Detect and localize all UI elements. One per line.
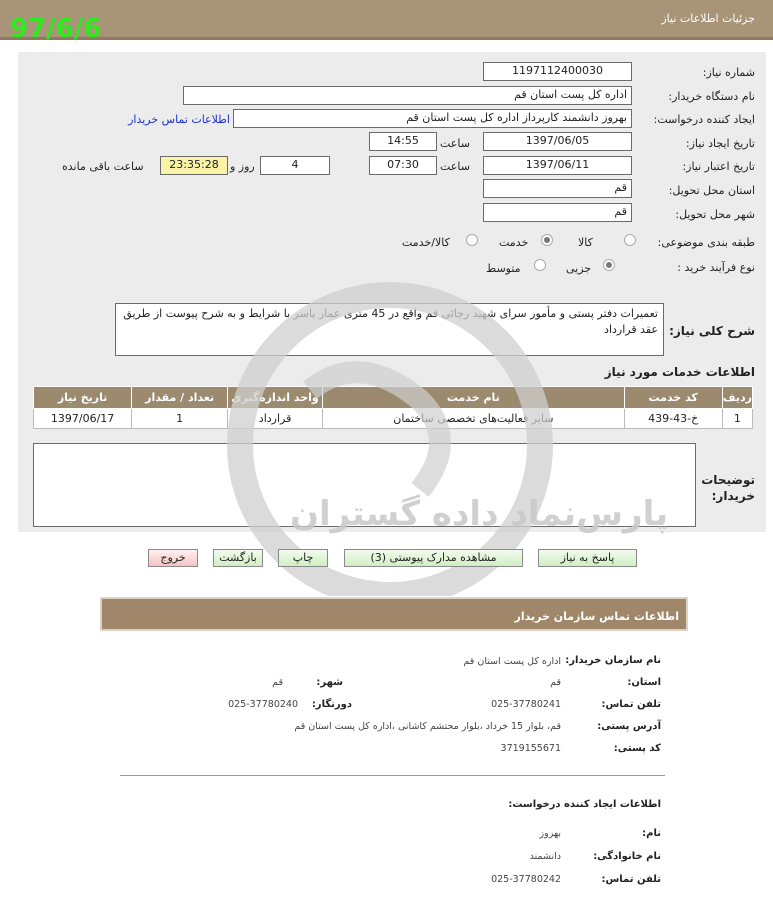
services-table: [33, 386, 753, 429]
contact-postal-label: کد پستی:: [613, 743, 661, 754]
process-radio-medium[interactable]: [534, 259, 546, 271]
col-service-code: کد خدمت: [624, 387, 722, 409]
creator-family-label: نام خانوادگی:: [593, 851, 661, 862]
creator-section-title: اطلاعات ایجاد کننده درخواست:: [508, 799, 661, 810]
contact-city-value: قم: [272, 677, 283, 688]
services-title: اطلاعات خدمات مورد نیاز: [604, 365, 755, 379]
buyer-notes-label: توضیحات خریدار:: [701, 473, 755, 503]
cell-unit: قرارداد: [228, 409, 323, 429]
print-button[interactable]: چاپ: [278, 549, 328, 567]
col-quantity: تعداد / مقدار: [132, 387, 228, 409]
created-time-field: 14:55: [369, 132, 437, 151]
province-label: استان محل تحویل:: [668, 184, 755, 197]
category-label: طبقه بندی موضوعی:: [657, 236, 755, 249]
cell-row: 1: [722, 409, 752, 429]
buyer-contact-link[interactable]: اطلاعات تماس خریدار: [128, 113, 230, 126]
contact-postal-value: 3719155671: [500, 743, 561, 754]
category-option-goods-service: کالا/خدمت: [402, 236, 450, 249]
services-table-header: [34, 387, 753, 409]
process-label: نوع فرآیند خرید :: [677, 261, 755, 274]
contact-address-value: قم، بلوار 15 خرداد ،بلوار محتشم کاشانی ،اداره کل پست استان قم: [294, 721, 561, 732]
exit-button[interactable]: خروج: [148, 549, 198, 567]
page-header: [0, 0, 773, 40]
general-desc-label: شرح کلی نیاز:: [669, 324, 755, 338]
time-remaining-field: 23:35:28: [160, 156, 228, 175]
reply-button[interactable]: پاسخ به نیاز: [538, 549, 637, 567]
creator-name-label: نام:: [642, 828, 661, 839]
contact-province-value: قم: [550, 677, 561, 688]
cell-quantity: 1: [132, 409, 228, 429]
need-number-label: شماره نیاز:: [702, 66, 755, 79]
validity-date-label: تاریخ اعتبار نیاز:: [682, 160, 755, 173]
created-date-field: 1397/06/05: [483, 132, 632, 151]
contact-card-title: اطلاعات تماس سازمان خریدار: [514, 610, 679, 623]
time-remaining-label: ساعت باقی مانده: [62, 160, 144, 173]
date-stamp: 97/6/6: [10, 14, 102, 44]
page-title: جزئیات اطلاعات نیاز: [661, 12, 755, 25]
cell-need-date: 1397/06/17: [34, 409, 132, 429]
table-row: [34, 409, 753, 429]
general-desc-textarea[interactable]: تعمیرات دفتر پستی و مأمور سرای شهید رجائی قم واقع در 45 متری عمار یاسر با شرایط و به شرح پیوست از طریق عقد قرارداد: [115, 303, 664, 356]
need-number-field: 1197112400030: [483, 62, 632, 81]
contact-fax-value: 025-37780240: [228, 699, 298, 710]
created-time-label: ساعت: [440, 137, 470, 150]
contact-org-value: اداره کل پست استان قم: [463, 656, 561, 667]
category-radio-goods[interactable]: [624, 234, 636, 246]
province-field: قم: [483, 179, 632, 198]
created-date-label: تاریخ ایجاد نیاز:: [685, 137, 755, 150]
contact-fax-label: دورنگار:: [311, 699, 352, 710]
contact-province-label: استان:: [627, 677, 661, 688]
cell-service-code: خ-43-439: [624, 409, 722, 429]
category-radio-goods-service[interactable]: [466, 234, 478, 246]
cell-service-name: سایر فعالیت‌های تخصصی ساختمان: [323, 409, 624, 429]
buyer-notes-textarea[interactable]: [33, 443, 696, 527]
col-need-date: تاریخ نیاز: [34, 387, 132, 409]
process-option-minor: جزیی: [566, 262, 592, 275]
validity-time-label: ساعت: [440, 160, 470, 173]
contact-divider: [120, 775, 665, 776]
col-service-name: نام خدمت: [323, 387, 624, 409]
creator-family-value: دانشمند: [529, 851, 561, 862]
creator-name-value: بهروز: [539, 828, 561, 839]
attachments-button[interactable]: مشاهده مدارک پیوستی (3): [344, 549, 523, 567]
validity-time-field: 07:30: [369, 156, 437, 175]
creator-phone-label: تلفن تماس:: [601, 874, 661, 885]
process-radio-minor[interactable]: [603, 259, 615, 271]
contact-address-label: آدرس پستی:: [597, 721, 661, 732]
validity-date-field: 1397/06/11: [483, 156, 632, 175]
buyer-org-label: نام دستگاه خریدار:: [668, 90, 755, 103]
col-row: ردیف: [722, 387, 752, 409]
contact-org-label: نام سازمان خریدار:: [565, 655, 661, 666]
category-option-service: خدمت: [499, 236, 529, 249]
contact-phone-label: تلفن تماس:: [601, 699, 661, 710]
col-unit: واحد اندازه‌گیری: [228, 387, 323, 409]
requester-label: ایجاد کننده درخواست:: [653, 113, 755, 126]
days-remaining-field: 4: [260, 156, 330, 175]
process-option-medium: متوسط: [486, 262, 521, 275]
requester-field: بهروز دانشمند کارپرداز اداره کل پست استان قم: [233, 109, 632, 128]
contact-phone-value: 025-37780241: [491, 699, 561, 710]
city-label: شهر محل تحویل:: [675, 208, 755, 221]
category-option-goods: کالا: [578, 236, 593, 249]
category-radio-service[interactable]: [541, 234, 553, 246]
contact-city-label: شهر:: [316, 677, 343, 688]
creator-phone-value: 025-37780242: [491, 874, 561, 885]
city-field: قم: [483, 203, 632, 222]
watermark-text: پارس‌نماد داده گستران: [290, 494, 669, 534]
back-button[interactable]: بازگشت: [213, 549, 263, 567]
buyer-org-field: اداره کل پست استان قم: [183, 86, 632, 105]
days-and-label: روز و: [230, 160, 255, 173]
